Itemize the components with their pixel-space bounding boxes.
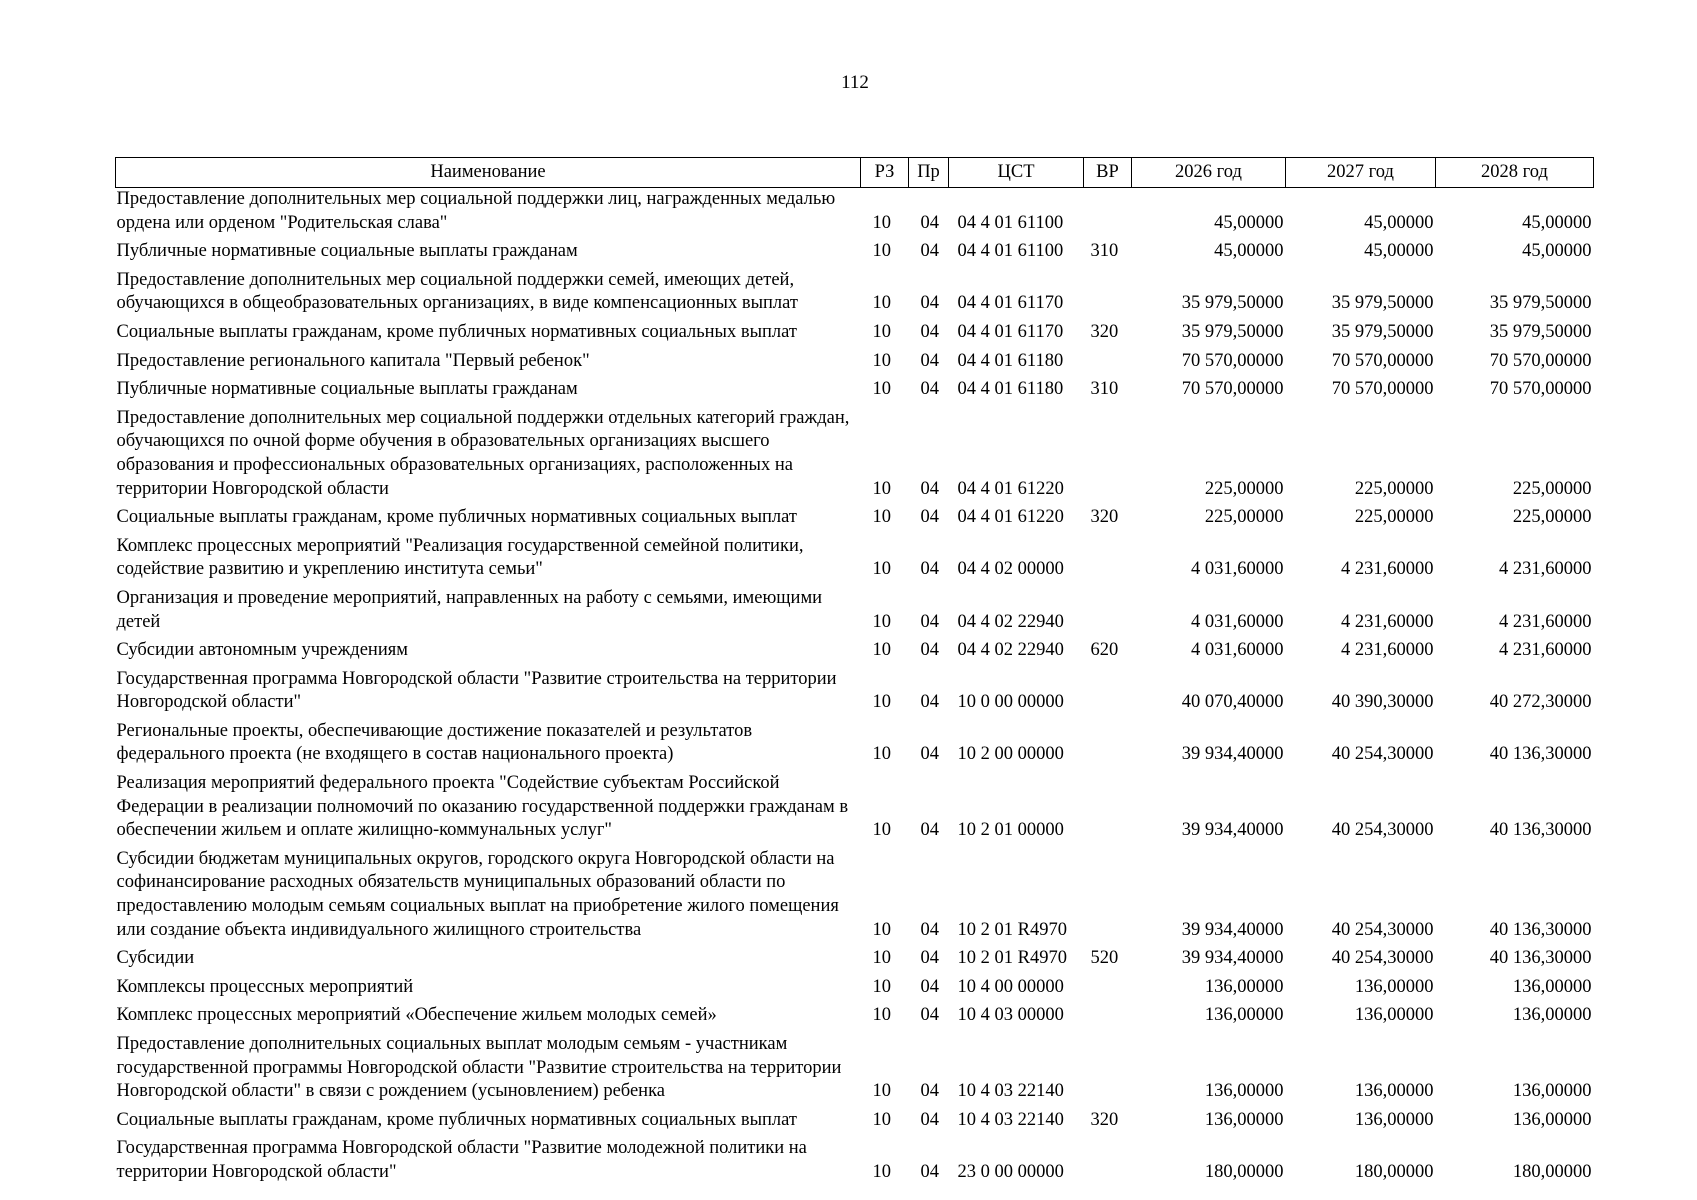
row-rz: 10 <box>872 1081 891 1102</box>
row-2026: 45,00000 <box>1214 212 1284 233</box>
row-name: Предоставление дополнительных мер социальной поддержки семей, имеющих детей, обучающихся в общеобразовательных организациях, в виде компенсационных выплат <box>116 269 798 314</box>
row-cst: 10 2 01 R4970 <box>957 948 1067 969</box>
row-rz: 10 <box>872 212 891 233</box>
row-2026: 136,00000 <box>1204 1081 1284 1102</box>
table-row <box>116 345 1594 374</box>
row-cst: 04 4 01 61180 <box>957 379 1064 400</box>
row-2028: 4 231,60000 <box>1499 559 1592 580</box>
row-2027: 136,00000 <box>1354 1109 1434 1130</box>
row-rz: 10 <box>872 507 891 528</box>
row-2027: 40 254,30000 <box>1331 948 1434 969</box>
row-rz: 10 <box>872 293 891 314</box>
table-row <box>116 1028 1594 1104</box>
row-name: Комплекс процессных мероприятий «Обеспечение жильем молодых семей» <box>116 1005 717 1026</box>
row-pr: 04 <box>920 321 939 342</box>
row-pr: 04 <box>920 948 939 969</box>
row-2028: 40 136,30000 <box>1489 948 1592 969</box>
row-rz: 10 <box>872 241 891 262</box>
row-name: Государственная программа Новгородской области "Развитие строительства на территории Новгородской области" <box>116 668 837 713</box>
row-name: Субсидии бюджетам муниципальных округов, городского округа Новгородской области на софинансирование расходных обязательств муниципальных образований области по предоставлению молодым семьям социальных выплат на приобретение жилого помещения или создание объекта индивидуального жилищного строительства <box>116 848 839 940</box>
row-2026: 4 031,60000 <box>1191 611 1284 632</box>
row-2026: 40 070,40000 <box>1181 692 1284 713</box>
table-row <box>116 530 1594 582</box>
table-row <box>116 188 1594 236</box>
row-pr: 04 <box>920 820 939 841</box>
row-pr: 04 <box>920 293 939 314</box>
row-cst: 04 4 01 61220 <box>957 507 1064 528</box>
header-2027: 2027 год <box>1286 158 1436 188</box>
row-2027: 4 231,60000 <box>1341 611 1434 632</box>
row-2028: 4 231,60000 <box>1499 611 1592 632</box>
row-2026: 39 934,40000 <box>1181 820 1284 841</box>
row-2028: 40 136,30000 <box>1489 744 1592 765</box>
row-2026: 136,00000 <box>1204 1005 1284 1026</box>
row-2027: 40 254,30000 <box>1331 744 1434 765</box>
row-cst: 04 4 01 61220 <box>957 478 1064 499</box>
table-row <box>116 843 1594 942</box>
row-name: Субсидии <box>116 948 195 969</box>
row-2028: 136,00000 <box>1512 1081 1592 1102</box>
row-2027: 40 254,30000 <box>1331 820 1434 841</box>
row-pr: 04 <box>920 919 939 940</box>
table-row <box>116 1132 1594 1184</box>
table-row <box>116 715 1594 767</box>
row-vr <box>1084 188 1132 236</box>
row-vr <box>1084 264 1132 316</box>
row-2026: 225,00000 <box>1204 478 1284 499</box>
table-row <box>116 971 1594 1000</box>
row-2026: 70 570,00000 <box>1181 379 1284 400</box>
row-pr: 04 <box>920 692 939 713</box>
row-name: Публичные нормативные социальные выплаты гражданам <box>116 379 578 400</box>
row-name: Государственная программа Новгородской области "Развитие молодежной политики на территории Новгородской области" <box>116 1138 807 1182</box>
table-row <box>116 767 1594 843</box>
row-pr: 04 <box>920 744 939 765</box>
table-row <box>116 501 1594 530</box>
row-name: Региональные проекты, обеспечивающие достижение показателей и результатов федерального проекта (не входящего в состав национального проекта) <box>116 720 753 765</box>
row-rz: 10 <box>872 976 891 997</box>
row-2027: 45,00000 <box>1364 241 1434 262</box>
row-pr: 04 <box>920 1109 939 1130</box>
row-2028: 70 570,00000 <box>1489 379 1592 400</box>
row-2028: 4 231,60000 <box>1499 640 1592 661</box>
row-2028: 45,00000 <box>1522 241 1592 262</box>
row-vr: 320 <box>1090 507 1119 528</box>
row-2027: 136,00000 <box>1354 1005 1434 1026</box>
row-2027: 4 231,60000 <box>1341 640 1434 661</box>
row-name: Предоставление дополнительных мер социальной поддержки лиц, награжденных медалью ордена или орденом "Родительская слава" <box>116 189 836 233</box>
row-vr <box>1084 1132 1132 1184</box>
row-cst: 04 4 02 22940 <box>957 611 1064 632</box>
header-name: Наименование <box>116 158 861 188</box>
row-2027: 180,00000 <box>1354 1161 1434 1182</box>
row-rz: 10 <box>872 640 891 661</box>
row-rz: 10 <box>872 478 891 499</box>
row-2028: 180,00000 <box>1512 1161 1592 1182</box>
table-row <box>116 663 1594 715</box>
row-vr <box>1084 843 1132 942</box>
table-row <box>116 402 1594 501</box>
row-2027: 4 231,60000 <box>1341 559 1434 580</box>
row-2026: 39 934,40000 <box>1181 948 1284 969</box>
row-name: Комплекс процессных мероприятий "Реализация государственной семейной политики, содействие развитию и укреплению института семьи" <box>116 535 804 580</box>
row-pr: 04 <box>920 1161 939 1182</box>
row-2027: 40 254,30000 <box>1331 919 1434 940</box>
row-pr: 04 <box>920 507 939 528</box>
row-pr: 04 <box>920 379 939 400</box>
row-vr <box>1084 1028 1132 1104</box>
row-rz: 10 <box>872 692 891 713</box>
row-vr <box>1084 582 1132 634</box>
row-pr: 04 <box>920 241 939 262</box>
table-row <box>116 1104 1594 1133</box>
row-2028: 225,00000 <box>1512 507 1592 528</box>
row-2026: 39 934,40000 <box>1181 919 1284 940</box>
row-cst: 10 4 03 22140 <box>957 1109 1064 1130</box>
table-row <box>116 582 1594 634</box>
row-2028: 40 136,30000 <box>1489 919 1592 940</box>
table-row <box>116 999 1594 1028</box>
table-header <box>116 158 1594 188</box>
row-cst: 23 0 00 00000 <box>957 1161 1064 1182</box>
row-cst: 04 4 01 61170 <box>957 321 1064 342</box>
row-2027: 70 570,00000 <box>1331 350 1434 371</box>
table-row <box>116 264 1594 316</box>
row-cst: 04 4 01 61100 <box>957 241 1064 262</box>
row-cst: 10 4 03 22140 <box>957 1081 1064 1102</box>
row-cst: 04 4 02 22940 <box>957 640 1064 661</box>
row-2026: 136,00000 <box>1204 976 1284 997</box>
row-vr: 310 <box>1090 241 1119 262</box>
header-2026: 2026 год <box>1132 158 1286 188</box>
row-name: Комплексы процессных мероприятий <box>116 976 414 997</box>
row-rz: 10 <box>872 559 891 580</box>
row-cst: 10 2 01 00000 <box>957 820 1064 841</box>
row-pr: 04 <box>920 611 939 632</box>
header-pr: Пр <box>909 158 949 188</box>
row-cst: 10 0 00 00000 <box>957 692 1064 713</box>
row-name: Социальные выплаты гражданам, кроме публичных нормативных социальных выплат <box>116 1109 797 1130</box>
row-pr: 04 <box>920 478 939 499</box>
row-rz: 10 <box>872 350 891 371</box>
table-row <box>116 235 1594 264</box>
row-2026: 136,00000 <box>1204 1109 1284 1130</box>
row-rz: 10 <box>872 1005 891 1026</box>
row-vr: 620 <box>1090 640 1119 661</box>
row-2026: 225,00000 <box>1204 507 1284 528</box>
row-name: Предоставление дополнительных социальных выплат молодым семьям - участникам государственной программы Новгородской области "Развитие строительства на территории Новгородской области" в связи с рождением (усыновлением) ребенка <box>116 1034 842 1102</box>
row-vr <box>1084 402 1132 501</box>
row-vr <box>1084 530 1132 582</box>
row-vr <box>1084 663 1132 715</box>
row-rz: 10 <box>872 919 891 940</box>
row-vr <box>1084 345 1132 374</box>
table-row <box>116 373 1594 402</box>
row-rz: 10 <box>872 611 891 632</box>
header-vr: ВР <box>1084 158 1132 188</box>
row-2028: 40 272,30000 <box>1489 692 1592 713</box>
row-cst: 10 4 03 00000 <box>957 1005 1064 1026</box>
row-2026: 35 979,50000 <box>1181 321 1284 342</box>
row-name: Организация и проведение мероприятий, направленных на работу с семьями, имеющими детей <box>116 587 823 632</box>
row-cst: 04 4 02 00000 <box>957 559 1064 580</box>
row-name: Субсидии автономным учреждениям <box>116 640 408 661</box>
row-vr <box>1084 715 1132 767</box>
row-pr: 04 <box>920 350 939 371</box>
row-2028: 40 136,30000 <box>1489 820 1592 841</box>
row-name: Социальные выплаты гражданам, кроме публичных нормативных социальных выплат <box>116 321 797 342</box>
table-body <box>116 188 1594 1185</box>
row-rz: 10 <box>872 379 891 400</box>
row-2026: 39 934,40000 <box>1181 744 1284 765</box>
table-row <box>116 316 1594 345</box>
row-cst: 04 4 01 61170 <box>957 293 1064 314</box>
row-2026: 4 031,60000 <box>1191 640 1284 661</box>
row-pr: 04 <box>920 212 939 233</box>
row-2026: 180,00000 <box>1204 1161 1284 1182</box>
row-rz: 10 <box>872 820 891 841</box>
header-rz: РЗ <box>861 158 909 188</box>
row-pr: 04 <box>920 1005 939 1026</box>
page-number: 112 <box>841 72 869 93</box>
row-2027: 136,00000 <box>1354 1081 1434 1102</box>
row-name: Социальные выплаты гражданам, кроме публичных нормативных социальных выплат <box>116 507 797 528</box>
budget-table <box>115 157 1594 1185</box>
table-row <box>116 634 1594 663</box>
row-2027: 40 390,30000 <box>1331 692 1434 713</box>
row-2028: 45,00000 <box>1522 212 1592 233</box>
row-rz: 10 <box>872 321 891 342</box>
row-vr <box>1084 767 1132 843</box>
row-pr: 04 <box>920 976 939 997</box>
table-row <box>116 942 1594 971</box>
row-2028: 225,00000 <box>1512 478 1592 499</box>
row-rz: 10 <box>872 1109 891 1130</box>
row-rz: 10 <box>872 1161 891 1182</box>
row-cst: 10 2 00 00000 <box>957 744 1064 765</box>
row-2026: 4 031,60000 <box>1191 559 1284 580</box>
row-cst: 04 4 01 61180 <box>957 350 1064 371</box>
row-pr: 04 <box>920 559 939 580</box>
row-2028: 136,00000 <box>1512 1109 1592 1130</box>
row-2026: 35 979,50000 <box>1181 293 1284 314</box>
row-2026: 70 570,00000 <box>1181 350 1284 371</box>
row-2027: 45,00000 <box>1364 212 1434 233</box>
row-name: Предоставление регионального капитала "Первый ребенок" <box>116 350 590 371</box>
row-2027: 70 570,00000 <box>1331 379 1434 400</box>
row-vr: 320 <box>1090 1109 1119 1130</box>
row-2028: 35 979,50000 <box>1489 321 1592 342</box>
row-pr: 04 <box>920 640 939 661</box>
row-vr <box>1084 999 1132 1028</box>
row-2028: 136,00000 <box>1512 976 1592 997</box>
row-vr: 310 <box>1090 379 1119 400</box>
row-cst: 10 4 00 00000 <box>957 976 1064 997</box>
row-name: Предоставление дополнительных мер социальной поддержки отдельных категорий граждан, обучающихся по очной форме обучения в образовательных организациях высшего образования и профессиональных образовательных организациях, расположенных на территории Новгородской области <box>116 407 850 499</box>
row-vr <box>1084 971 1132 1000</box>
row-rz: 10 <box>872 948 891 969</box>
row-2028: 136,00000 <box>1512 1005 1592 1026</box>
row-cst: 10 2 01 R4970 <box>957 919 1067 940</box>
row-rz: 10 <box>872 744 891 765</box>
header-cst: ЦСТ <box>949 158 1084 188</box>
row-name: Реализация мероприятий федерального проекта "Содействие субъектам Российской Федерации в реализации полномочий по оказанию государственной поддержки гражданам в обеспечении жильем и оплате жилищно-коммунальных услуг" <box>116 773 849 841</box>
row-2028: 70 570,00000 <box>1489 350 1592 371</box>
row-2027: 136,00000 <box>1354 976 1434 997</box>
header-2028: 2028 год <box>1436 158 1594 188</box>
row-name: Публичные нормативные социальные выплаты гражданам <box>116 241 578 262</box>
row-2027: 225,00000 <box>1354 507 1434 528</box>
row-2028: 35 979,50000 <box>1489 293 1592 314</box>
row-cst: 04 4 01 61100 <box>957 212 1064 233</box>
row-2027: 225,00000 <box>1354 478 1434 499</box>
row-pr: 04 <box>920 1081 939 1102</box>
row-2026: 45,00000 <box>1214 241 1284 262</box>
row-2027: 35 979,50000 <box>1331 293 1434 314</box>
row-2027: 35 979,50000 <box>1331 321 1434 342</box>
row-vr: 520 <box>1090 948 1119 969</box>
row-vr: 320 <box>1090 321 1119 342</box>
